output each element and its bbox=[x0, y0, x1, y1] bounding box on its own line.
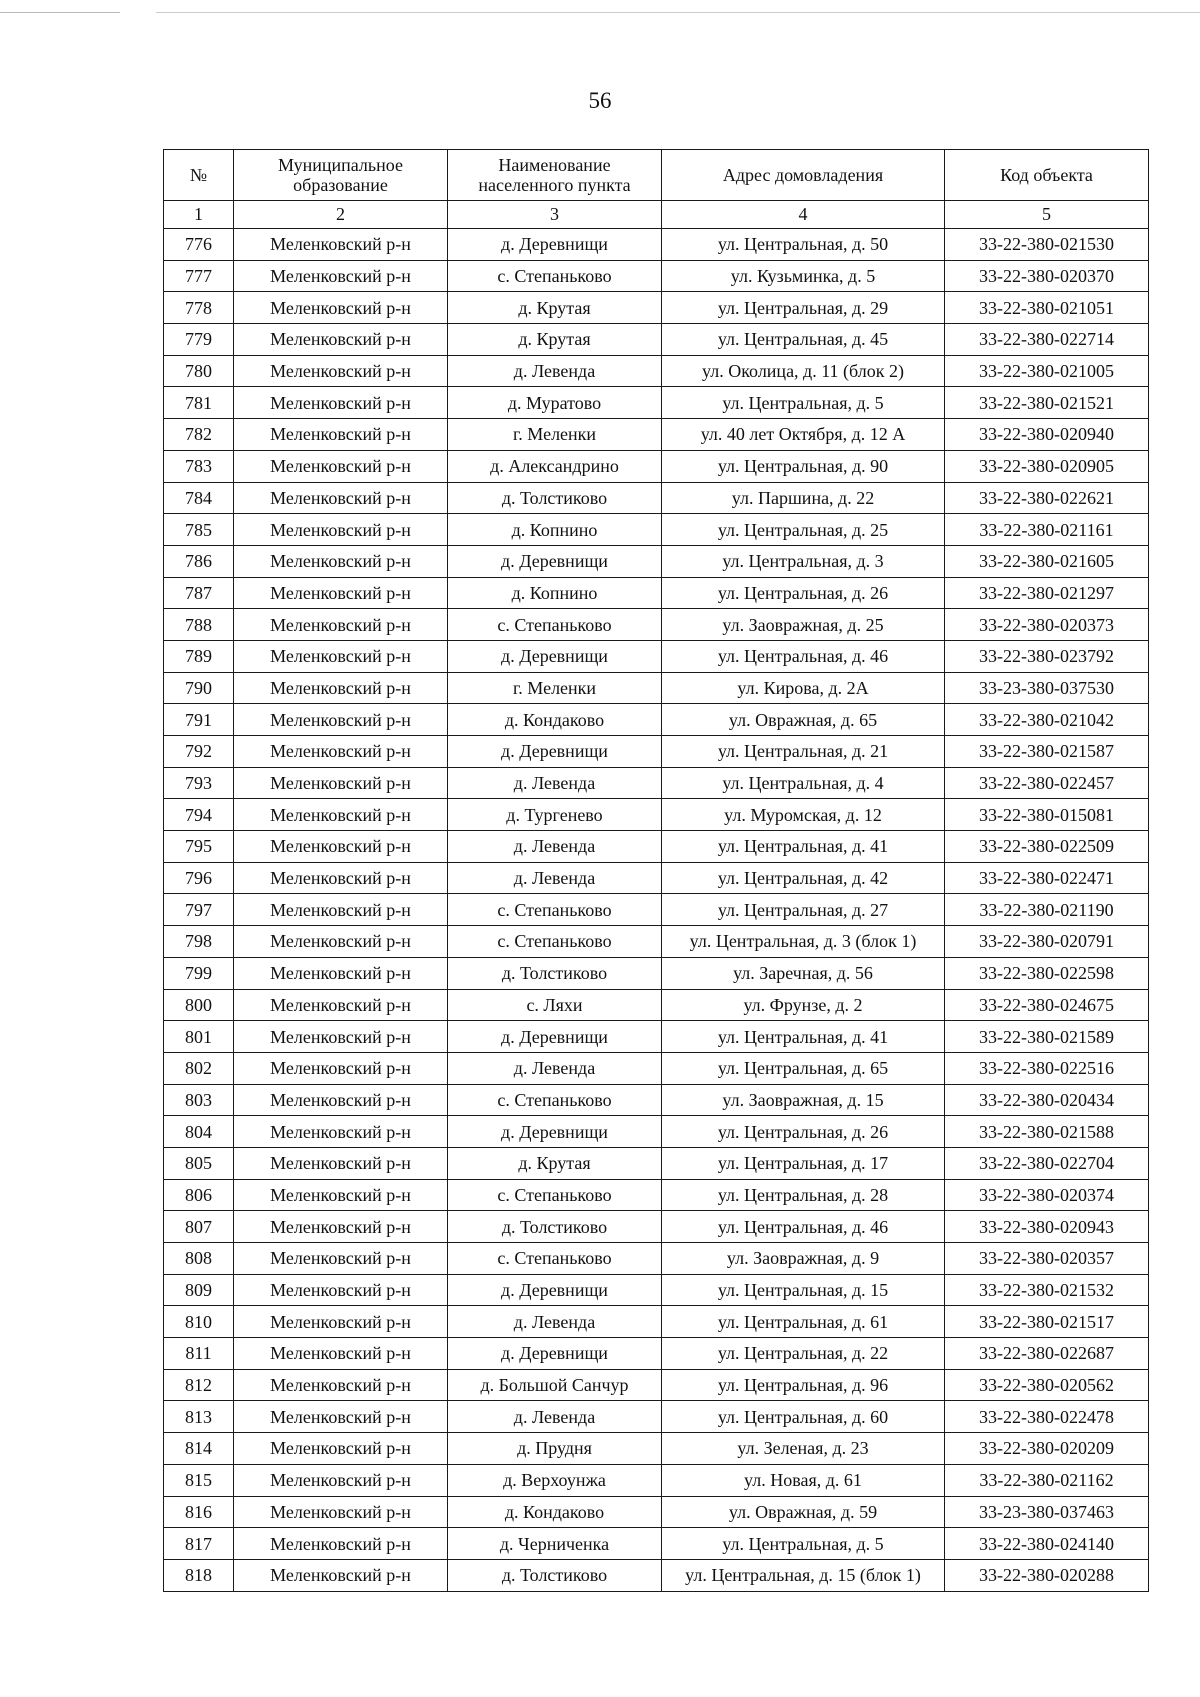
cell-locality: г. Меленки bbox=[448, 419, 662, 451]
table-row bbox=[164, 514, 1149, 546]
cell-locality: с. Степаньково bbox=[448, 1179, 662, 1211]
table-row bbox=[164, 1179, 1149, 1211]
cell-number: 797 bbox=[164, 894, 234, 926]
cell-address: ул. Центральная, д. 50 bbox=[662, 229, 945, 261]
table-row bbox=[164, 450, 1149, 482]
cell-object-code: 33-22-380-020373 bbox=[945, 609, 1149, 641]
cell-municipality: Меленковский р-н bbox=[234, 1338, 448, 1370]
cell-municipality: Меленковский р-н bbox=[234, 672, 448, 704]
table-row bbox=[164, 1306, 1149, 1338]
cell-locality: д. Александрино bbox=[448, 450, 662, 482]
cell-object-code: 33-22-380-023792 bbox=[945, 640, 1149, 672]
cell-number: 817 bbox=[164, 1528, 234, 1560]
cell-number: 786 bbox=[164, 545, 234, 577]
table-row bbox=[164, 292, 1149, 324]
cell-address: ул. Центральная, д. 41 bbox=[662, 831, 945, 863]
cell-number: 792 bbox=[164, 736, 234, 768]
cell-number: 783 bbox=[164, 450, 234, 482]
cell-address: ул. Паршина, д. 22 bbox=[662, 482, 945, 514]
cell-municipality: Меленковский р-н bbox=[234, 989, 448, 1021]
cell-municipality: Меленковский р-н bbox=[234, 1496, 448, 1528]
table-row bbox=[164, 577, 1149, 609]
cell-municipality: Меленковский р-н bbox=[234, 926, 448, 958]
cell-address: ул. Овражная, д. 65 bbox=[662, 704, 945, 736]
table-row bbox=[164, 767, 1149, 799]
table-row bbox=[164, 482, 1149, 514]
cell-object-code: 33-22-380-020209 bbox=[945, 1433, 1149, 1465]
cell-address: ул. Центральная, д. 42 bbox=[662, 862, 945, 894]
cell-object-code: 33-22-380-022457 bbox=[945, 767, 1149, 799]
cell-address: ул. Околица, д. 11 (блок 2) bbox=[662, 355, 945, 387]
table-row bbox=[164, 704, 1149, 736]
cell-object-code: 33-22-380-020434 bbox=[945, 1084, 1149, 1116]
registry-table bbox=[163, 149, 1149, 1592]
cell-municipality: Меленковский р-н bbox=[234, 387, 448, 419]
table-row bbox=[164, 926, 1149, 958]
cell-number: 784 bbox=[164, 482, 234, 514]
cell-address: ул. Овражная, д. 59 bbox=[662, 1496, 945, 1528]
cell-address: ул. Заовражная, д. 25 bbox=[662, 609, 945, 641]
cell-municipality: Меленковский р-н bbox=[234, 1433, 448, 1465]
cell-locality: д. Толстиково bbox=[448, 1559, 662, 1591]
table-row bbox=[164, 1211, 1149, 1243]
cell-number: 785 bbox=[164, 514, 234, 546]
cell-locality: д. Левенда bbox=[448, 1401, 662, 1433]
cell-address: ул. Фрунзе, д. 2 bbox=[662, 989, 945, 1021]
cell-object-code: 33-22-380-021605 bbox=[945, 545, 1149, 577]
cell-address: ул. Центральная, д. 60 bbox=[662, 1401, 945, 1433]
cell-object-code: 33-22-380-021532 bbox=[945, 1274, 1149, 1306]
table-row bbox=[164, 1496, 1149, 1528]
cell-municipality: Меленковский р-н bbox=[234, 767, 448, 799]
cell-locality: д. Тургенево bbox=[448, 799, 662, 831]
cell-municipality: Меленковский р-н bbox=[234, 1401, 448, 1433]
cell-municipality: Меленковский р-н bbox=[234, 292, 448, 324]
cell-address: ул. Заречная, д. 56 bbox=[662, 957, 945, 989]
table-row bbox=[164, 957, 1149, 989]
cell-address: ул. Центральная, д. 28 bbox=[662, 1179, 945, 1211]
cell-locality: д. Левенда bbox=[448, 355, 662, 387]
cell-locality: д. Деревнищи bbox=[448, 545, 662, 577]
cell-municipality: Меленковский р-н bbox=[234, 1528, 448, 1560]
cell-locality: д. Верхоунжа bbox=[448, 1464, 662, 1496]
cell-object-code: 33-22-380-020943 bbox=[945, 1211, 1149, 1243]
table-row bbox=[164, 640, 1149, 672]
cell-municipality: Меленковский р-н bbox=[234, 1243, 448, 1275]
cell-object-code: 33-22-380-015081 bbox=[945, 799, 1149, 831]
table-row bbox=[164, 1116, 1149, 1148]
cell-object-code: 33-22-380-020562 bbox=[945, 1369, 1149, 1401]
cell-address: ул. Центральная, д. 96 bbox=[662, 1369, 945, 1401]
cell-object-code: 33-22-380-021587 bbox=[945, 736, 1149, 768]
cell-address: ул. Центральная, д. 41 bbox=[662, 1021, 945, 1053]
cell-address: ул. Центральная, д. 3 bbox=[662, 545, 945, 577]
cell-municipality: Меленковский р-н bbox=[234, 1274, 448, 1306]
cell-locality: д. Толстиково bbox=[448, 482, 662, 514]
table-row bbox=[164, 387, 1149, 419]
table-row bbox=[164, 545, 1149, 577]
cell-locality: д. Деревнищи bbox=[448, 1274, 662, 1306]
cell-object-code: 33-22-380-021530 bbox=[945, 229, 1149, 261]
cell-object-code: 33-22-380-021190 bbox=[945, 894, 1149, 926]
column-number: 3 bbox=[448, 201, 662, 229]
cell-municipality: Меленковский р-н bbox=[234, 1052, 448, 1084]
cell-number: 809 bbox=[164, 1274, 234, 1306]
table-row bbox=[164, 324, 1149, 356]
column-number: 4 bbox=[662, 201, 945, 229]
cell-number: 800 bbox=[164, 989, 234, 1021]
cell-locality: д. Кондаково bbox=[448, 704, 662, 736]
table-row bbox=[164, 1559, 1149, 1591]
cell-object-code: 33-22-380-022687 bbox=[945, 1338, 1149, 1370]
cell-number: 798 bbox=[164, 926, 234, 958]
cell-municipality: Меленковский р-н bbox=[234, 1116, 448, 1148]
cell-address: ул. 40 лет Октября, д. 12 А bbox=[662, 419, 945, 451]
table-row bbox=[164, 736, 1149, 768]
cell-number: 799 bbox=[164, 957, 234, 989]
cell-municipality: Меленковский р-н bbox=[234, 1147, 448, 1179]
cell-address: ул. Центральная, д. 15 bbox=[662, 1274, 945, 1306]
cell-object-code: 33-22-380-021051 bbox=[945, 292, 1149, 324]
cell-number: 816 bbox=[164, 1496, 234, 1528]
cell-object-code: 33-22-380-022516 bbox=[945, 1052, 1149, 1084]
cell-locality: д. Копнино bbox=[448, 577, 662, 609]
table-row bbox=[164, 894, 1149, 926]
table-row bbox=[164, 989, 1149, 1021]
table-row bbox=[164, 1464, 1149, 1496]
cell-address: ул. Центральная, д. 45 bbox=[662, 324, 945, 356]
cell-number: 802 bbox=[164, 1052, 234, 1084]
cell-number: 803 bbox=[164, 1084, 234, 1116]
cell-object-code: 33-23-380-037463 bbox=[945, 1496, 1149, 1528]
table-row bbox=[164, 831, 1149, 863]
cell-object-code: 33-22-380-021517 bbox=[945, 1306, 1149, 1338]
cell-locality: д. Деревнищи bbox=[448, 1338, 662, 1370]
cell-number: 813 bbox=[164, 1401, 234, 1433]
cell-address: ул. Центральная, д. 65 bbox=[662, 1052, 945, 1084]
cell-number: 793 bbox=[164, 767, 234, 799]
cell-locality: д. Крутая bbox=[448, 324, 662, 356]
cell-number: 788 bbox=[164, 609, 234, 641]
cell-locality: д. Левенда bbox=[448, 767, 662, 799]
cell-number: 805 bbox=[164, 1147, 234, 1179]
table-row bbox=[164, 1369, 1149, 1401]
cell-number: 794 bbox=[164, 799, 234, 831]
page-number: 56 bbox=[588, 88, 612, 113]
cell-municipality: Меленковский р-н bbox=[234, 640, 448, 672]
cell-address: ул. Центральная, д. 46 bbox=[662, 1211, 945, 1243]
cell-locality: д. Деревнищи bbox=[448, 229, 662, 261]
cell-locality: с. Степаньково bbox=[448, 260, 662, 292]
cell-address: ул. Центральная, д. 3 (блок 1) bbox=[662, 926, 945, 958]
cell-municipality: Меленковский р-н bbox=[234, 1021, 448, 1053]
cell-object-code: 33-22-380-021521 bbox=[945, 387, 1149, 419]
cell-object-code: 33-22-380-022621 bbox=[945, 482, 1149, 514]
table-row bbox=[164, 1433, 1149, 1465]
cell-number: 789 bbox=[164, 640, 234, 672]
cell-municipality: Меленковский р-н bbox=[234, 260, 448, 292]
cell-object-code: 33-22-380-022509 bbox=[945, 831, 1149, 863]
cell-object-code: 33-22-380-020940 bbox=[945, 419, 1149, 451]
cell-locality: д. Кондаково bbox=[448, 1496, 662, 1528]
column-number-row bbox=[164, 201, 1149, 229]
cell-object-code: 33-22-380-022704 bbox=[945, 1147, 1149, 1179]
cell-locality: с. Степаньково bbox=[448, 1084, 662, 1116]
cell-object-code: 33-22-380-021042 bbox=[945, 704, 1149, 736]
cell-object-code: 33-22-380-022598 bbox=[945, 957, 1149, 989]
header-locality: Наименование населенного пункта bbox=[448, 150, 662, 201]
cell-locality: д. Черниченка bbox=[448, 1528, 662, 1560]
cell-number: 810 bbox=[164, 1306, 234, 1338]
cell-number: 807 bbox=[164, 1211, 234, 1243]
cell-object-code: 33-22-380-024675 bbox=[945, 989, 1149, 1021]
cell-locality: д. Деревнищи bbox=[448, 736, 662, 768]
cell-locality: д. Крутая bbox=[448, 292, 662, 324]
cell-municipality: Меленковский р-н bbox=[234, 577, 448, 609]
cell-locality: д. Прудня bbox=[448, 1433, 662, 1465]
cell-locality: д. Левенда bbox=[448, 1306, 662, 1338]
cell-object-code: 33-22-380-020288 bbox=[945, 1559, 1149, 1591]
table-row bbox=[164, 609, 1149, 641]
table-row bbox=[164, 1052, 1149, 1084]
cell-object-code: 33-22-380-020905 bbox=[945, 450, 1149, 482]
cell-object-code: 33-22-380-021161 bbox=[945, 514, 1149, 546]
cell-address: ул. Центральная, д. 15 (блок 1) bbox=[662, 1559, 945, 1591]
cell-municipality: Меленковский р-н bbox=[234, 957, 448, 989]
cell-number: 804 bbox=[164, 1116, 234, 1148]
cell-address: ул. Центральная, д. 22 bbox=[662, 1338, 945, 1370]
header-row bbox=[164, 150, 1149, 201]
cell-object-code: 33-22-380-021005 bbox=[945, 355, 1149, 387]
cell-municipality: Меленковский р-н bbox=[234, 355, 448, 387]
scan-edge-line bbox=[0, 12, 1200, 13]
cell-locality: д. Левенда bbox=[448, 862, 662, 894]
cell-object-code: 33-22-380-020374 bbox=[945, 1179, 1149, 1211]
column-number: 2 bbox=[234, 201, 448, 229]
table-row bbox=[164, 862, 1149, 894]
cell-address: ул. Центральная, д. 5 bbox=[662, 387, 945, 419]
cell-object-code: 33-23-380-037530 bbox=[945, 672, 1149, 704]
cell-locality: д. Толстиково bbox=[448, 957, 662, 989]
cell-municipality: Меленковский р-н bbox=[234, 609, 448, 641]
cell-address: ул. Центральная, д. 29 bbox=[662, 292, 945, 324]
cell-address: ул. Центральная, д. 46 bbox=[662, 640, 945, 672]
cell-locality: с. Степаньково bbox=[448, 1243, 662, 1275]
cell-address: ул. Заовражная, д. 9 bbox=[662, 1243, 945, 1275]
cell-address: ул. Зеленая, д. 23 bbox=[662, 1433, 945, 1465]
cell-object-code: 33-22-380-021297 bbox=[945, 577, 1149, 609]
table-row bbox=[164, 1243, 1149, 1275]
cell-address: ул. Центральная, д. 25 bbox=[662, 514, 945, 546]
table-row bbox=[164, 419, 1149, 451]
cell-number: 801 bbox=[164, 1021, 234, 1053]
cell-object-code: 33-22-380-021588 bbox=[945, 1116, 1149, 1148]
cell-locality: г. Меленки bbox=[448, 672, 662, 704]
cell-number: 811 bbox=[164, 1338, 234, 1370]
cell-address: ул. Заовражная, д. 15 bbox=[662, 1084, 945, 1116]
cell-locality: с. Ляхи bbox=[448, 989, 662, 1021]
cell-locality: д. Деревнищи bbox=[448, 1021, 662, 1053]
table-row bbox=[164, 1084, 1149, 1116]
cell-number: 777 bbox=[164, 260, 234, 292]
table-row bbox=[164, 672, 1149, 704]
cell-object-code: 33-22-380-022478 bbox=[945, 1401, 1149, 1433]
cell-locality: д. Толстиково bbox=[448, 1211, 662, 1243]
cell-locality: д. Большой Санчур bbox=[448, 1369, 662, 1401]
cell-municipality: Меленковский р-н bbox=[234, 736, 448, 768]
column-number: 1 bbox=[164, 201, 234, 229]
cell-locality: с. Степаньково bbox=[448, 894, 662, 926]
cell-number: 780 bbox=[164, 355, 234, 387]
cell-address: ул. Кузьминка, д. 5 bbox=[662, 260, 945, 292]
cell-municipality: Меленковский р-н bbox=[234, 450, 448, 482]
cell-locality: д. Деревнищи bbox=[448, 1116, 662, 1148]
cell-number: 791 bbox=[164, 704, 234, 736]
cell-number: 790 bbox=[164, 672, 234, 704]
table-row bbox=[164, 1274, 1149, 1306]
cell-municipality: Меленковский р-н bbox=[234, 482, 448, 514]
cell-municipality: Меленковский р-н bbox=[234, 862, 448, 894]
cell-municipality: Меленковский р-н bbox=[234, 799, 448, 831]
cell-address: ул. Центральная, д. 17 bbox=[662, 1147, 945, 1179]
cell-address: ул. Новая, д. 61 bbox=[662, 1464, 945, 1496]
cell-address: ул. Центральная, д. 4 bbox=[662, 767, 945, 799]
cell-address: ул. Центральная, д. 26 bbox=[662, 577, 945, 609]
cell-number: 815 bbox=[164, 1464, 234, 1496]
cell-municipality: Меленковский р-н bbox=[234, 1369, 448, 1401]
cell-object-code: 33-22-380-020791 bbox=[945, 926, 1149, 958]
column-number: 5 bbox=[945, 201, 1149, 229]
cell-locality: д. Деревнищи bbox=[448, 640, 662, 672]
header-address: Адрес домовладения bbox=[662, 150, 945, 201]
cell-municipality: Меленковский р-н bbox=[234, 1306, 448, 1338]
cell-number: 778 bbox=[164, 292, 234, 324]
cell-object-code: 33-22-380-021589 bbox=[945, 1021, 1149, 1053]
cell-address: ул. Кирова, д. 2А bbox=[662, 672, 945, 704]
table-row bbox=[164, 1528, 1149, 1560]
cell-address: ул. Муромская, д. 12 bbox=[662, 799, 945, 831]
cell-number: 781 bbox=[164, 387, 234, 419]
cell-number: 808 bbox=[164, 1243, 234, 1275]
table-row bbox=[164, 355, 1149, 387]
cell-locality: д. Левенда bbox=[448, 1052, 662, 1084]
header-number: № bbox=[164, 150, 234, 201]
table-row bbox=[164, 1338, 1149, 1370]
cell-address: ул. Центральная, д. 26 bbox=[662, 1116, 945, 1148]
cell-municipality: Меленковский р-н bbox=[234, 1084, 448, 1116]
cell-municipality: Меленковский р-н bbox=[234, 704, 448, 736]
cell-number: 782 bbox=[164, 419, 234, 451]
cell-number: 818 bbox=[164, 1559, 234, 1591]
cell-object-code: 33-22-380-021162 bbox=[945, 1464, 1149, 1496]
cell-locality: с. Степаньково bbox=[448, 609, 662, 641]
cell-municipality: Меленковский р-н bbox=[234, 894, 448, 926]
cell-object-code: 33-22-380-020357 bbox=[945, 1243, 1149, 1275]
cell-number: 787 bbox=[164, 577, 234, 609]
cell-number: 812 bbox=[164, 1369, 234, 1401]
cell-address: ул. Центральная, д. 5 bbox=[662, 1528, 945, 1560]
cell-municipality: Меленковский р-н bbox=[234, 545, 448, 577]
header-municipality: Муниципальное образование bbox=[234, 150, 448, 201]
cell-number: 795 bbox=[164, 831, 234, 863]
table-row bbox=[164, 1021, 1149, 1053]
cell-municipality: Меленковский р-н bbox=[234, 1179, 448, 1211]
cell-municipality: Меленковский р-н bbox=[234, 324, 448, 356]
cell-object-code: 33-22-380-022471 bbox=[945, 862, 1149, 894]
header-object-code: Код объекта bbox=[945, 150, 1149, 201]
cell-municipality: Меленковский р-н bbox=[234, 514, 448, 546]
cell-number: 796 bbox=[164, 862, 234, 894]
cell-number: 814 bbox=[164, 1433, 234, 1465]
cell-municipality: Меленковский р-н bbox=[234, 419, 448, 451]
cell-number: 806 bbox=[164, 1179, 234, 1211]
table-body bbox=[164, 229, 1149, 1592]
cell-number: 779 bbox=[164, 324, 234, 356]
cell-address: ул. Центральная, д. 21 bbox=[662, 736, 945, 768]
table-row bbox=[164, 229, 1149, 261]
cell-locality: д. Левенда bbox=[448, 831, 662, 863]
cell-locality: д. Муратово bbox=[448, 387, 662, 419]
cell-address: ул. Центральная, д. 27 bbox=[662, 894, 945, 926]
table-row bbox=[164, 1147, 1149, 1179]
cell-municipality: Меленковский р-н bbox=[234, 831, 448, 863]
cell-object-code: 33-22-380-022714 bbox=[945, 324, 1149, 356]
cell-address: ул. Центральная, д. 61 bbox=[662, 1306, 945, 1338]
cell-address: ул. Центральная, д. 90 bbox=[662, 450, 945, 482]
cell-locality: с. Степаньково bbox=[448, 926, 662, 958]
cell-municipality: Меленковский р-н bbox=[234, 1464, 448, 1496]
cell-object-code: 33-22-380-024140 bbox=[945, 1528, 1149, 1560]
table-row bbox=[164, 1401, 1149, 1433]
cell-municipality: Меленковский р-н bbox=[234, 1559, 448, 1591]
table-row bbox=[164, 260, 1149, 292]
cell-object-code: 33-22-380-020370 bbox=[945, 260, 1149, 292]
cell-municipality: Меленковский р-н bbox=[234, 1211, 448, 1243]
cell-municipality: Меленковский р-н bbox=[234, 229, 448, 261]
table-row bbox=[164, 799, 1149, 831]
cell-number: 776 bbox=[164, 229, 234, 261]
cell-locality: д. Копнино bbox=[448, 514, 662, 546]
cell-locality: д. Крутая bbox=[448, 1147, 662, 1179]
